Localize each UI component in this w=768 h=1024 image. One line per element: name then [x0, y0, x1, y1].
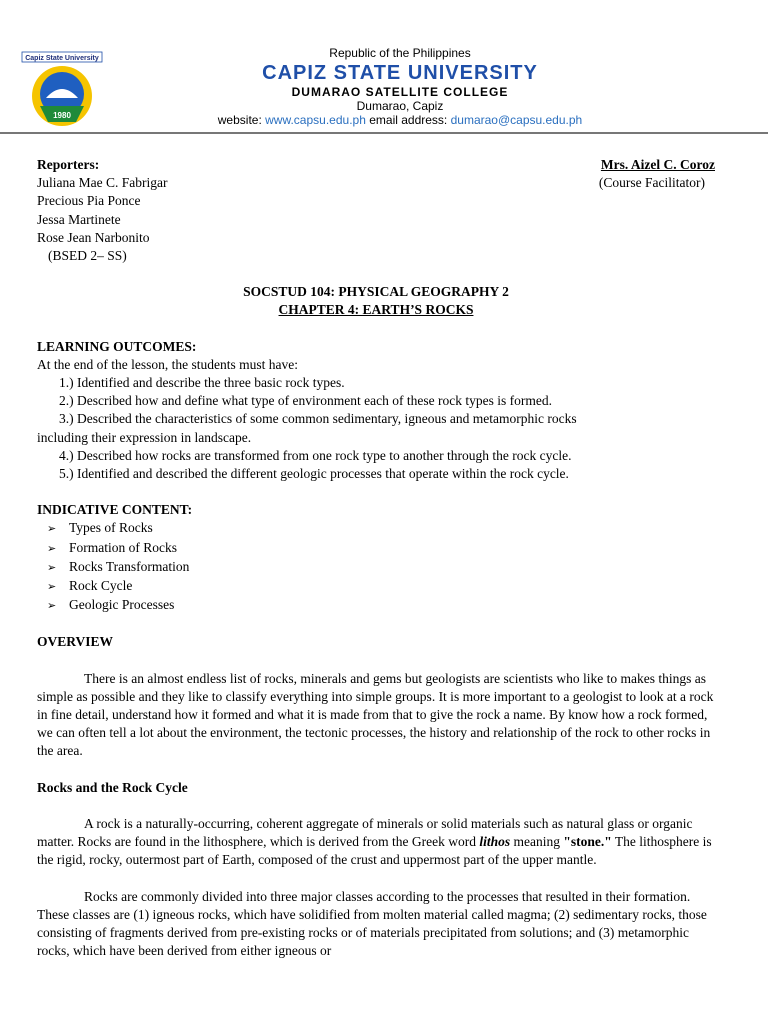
email-label: email address:	[369, 113, 448, 127]
overview-heading: OVERVIEW	[37, 634, 114, 650]
reporters-facilitator-row	[37, 156, 715, 265]
reporter-name: Precious Pia Ponce	[37, 193, 141, 209]
list-item: ➢ Rock Cycle	[37, 577, 715, 596]
list-item: ➢ Types of Rocks	[37, 519, 715, 538]
content-heading: INDICATIVE CONTENT:	[37, 502, 193, 518]
svg-text:1980: 1980	[53, 111, 71, 120]
header-divider	[0, 132, 768, 134]
website-link[interactable]: www.capsu.edu.ph	[265, 113, 366, 127]
reporters-section: (BSED 2– SS)	[48, 248, 127, 264]
rock-definition-paragraph: A rock is a naturally-occurring, coherent aggregate of minerals or solid materials such as natural glass or organic matter. Rocks are found in the lithosphere, which is derived from the Greek word lithos meaning "stone." The lithosphere is the rigid, rocky, outermost part of Earth, composed of the crust and uppermost part of the upper mantle.	[37, 815, 712, 868]
document-body	[37, 156, 715, 960]
arrow-bullet-icon: ➢	[47, 561, 57, 574]
rock-classes-paragraph: Rocks are commonly divided into three major classes according to the processes that resulted in their formation. These classes are (1) igneous rocks, which have solidified from molten material called magma; (2) sedimentary rocks, those consisting of fragments derived from pre-existing rocks or of materials precipitated from solutions; and (3) metamorphic rocks, which have been derived from either igneous or	[37, 888, 707, 959]
list-item: ➢ Formation of Rocks	[37, 539, 715, 558]
outcome-item-continuation: including their expression in landscape.	[37, 429, 252, 445]
republic-line: Republic of the Philippines	[329, 46, 471, 60]
arrow-bullet-icon: ➢	[47, 581, 57, 594]
overview-paragraph: There is an almost endless list of rocks, minerals and gems but geologists are scientists who like to makes things as simple as possible and they like to classify everything into simple groups. It is more important to a geologist to look at a rock in fine detail, understand how it formed and what it is made from that to give the rock a name. By know how a rock formed, we can often tell a lot about the environment, the tectonic processes, the history and relationship of the rock to other rocks in the area.	[37, 670, 714, 759]
rock-cycle-heading: Rocks and the Rock Cycle	[37, 779, 188, 795]
reporter-name: Jessa Martinete	[37, 211, 121, 227]
arrow-bullet-icon: ➢	[47, 523, 57, 536]
reporter-name: Rose Jean Narbonito	[37, 229, 150, 245]
outcome-item: 3.) Described the characteristics of some common sedimentary, igneous and metamorphic rocks	[59, 411, 577, 427]
list-item: ➢ Rocks Transformation	[37, 558, 715, 577]
university-seal-logo	[16, 50, 108, 130]
university-name: CAPIZ STATE UNIVERSITY	[262, 62, 538, 84]
facilitator-role: (Course Facilitator)	[598, 175, 705, 191]
arrow-bullet-icon: ➢	[47, 600, 57, 613]
content-list	[37, 519, 715, 615]
college-location: Dumarao, Capiz	[356, 99, 444, 113]
contact-line	[150, 113, 650, 127]
svg-text:Capiz State University: Capiz State University	[25, 55, 99, 62]
email-link[interactable]: dumarao@capsu.edu.ph	[450, 113, 583, 127]
arrow-bullet-icon: ➢	[47, 542, 57, 555]
website-label: website:	[217, 113, 262, 127]
reporters-heading: Reporters:	[37, 157, 100, 172]
facilitator-name: Mrs. Aizel C. Coroz	[600, 157, 715, 172]
outcomes-intro: At the end of the lesson, the students must have:	[37, 356, 298, 372]
list-item: ➢ Geologic Processes	[37, 596, 715, 615]
letterhead	[0, 0, 768, 140]
outcome-item: 5.) Identified and described the different geologic processes that operate within the rock cycle.	[59, 466, 569, 482]
outcome-item: 2.) Described how and define what type of environment each of these rock types is formed.	[59, 393, 552, 409]
outcomes-heading: LEARNING OUTCOMES:	[37, 338, 197, 354]
reporter-name: Juliana Mae C. Fabrigar	[37, 175, 168, 191]
reporters-block	[37, 156, 167, 265]
outcome-item: 4.) Described how rocks are transformed from one rock type to another through the rock cycle.	[59, 447, 572, 463]
outcome-item: 1.) Identified and describe the three basic rock types.	[59, 375, 345, 391]
college-name: DUMARAO SATELLITE COLLEGE	[291, 85, 509, 99]
facilitator-block	[599, 156, 715, 265]
chapter-title: CHAPTER 4: EARTH’S ROCKS	[278, 302, 474, 318]
course-title: SOCSTUD 104: PHYSICAL GEOGRAPHY 2	[243, 284, 509, 300]
